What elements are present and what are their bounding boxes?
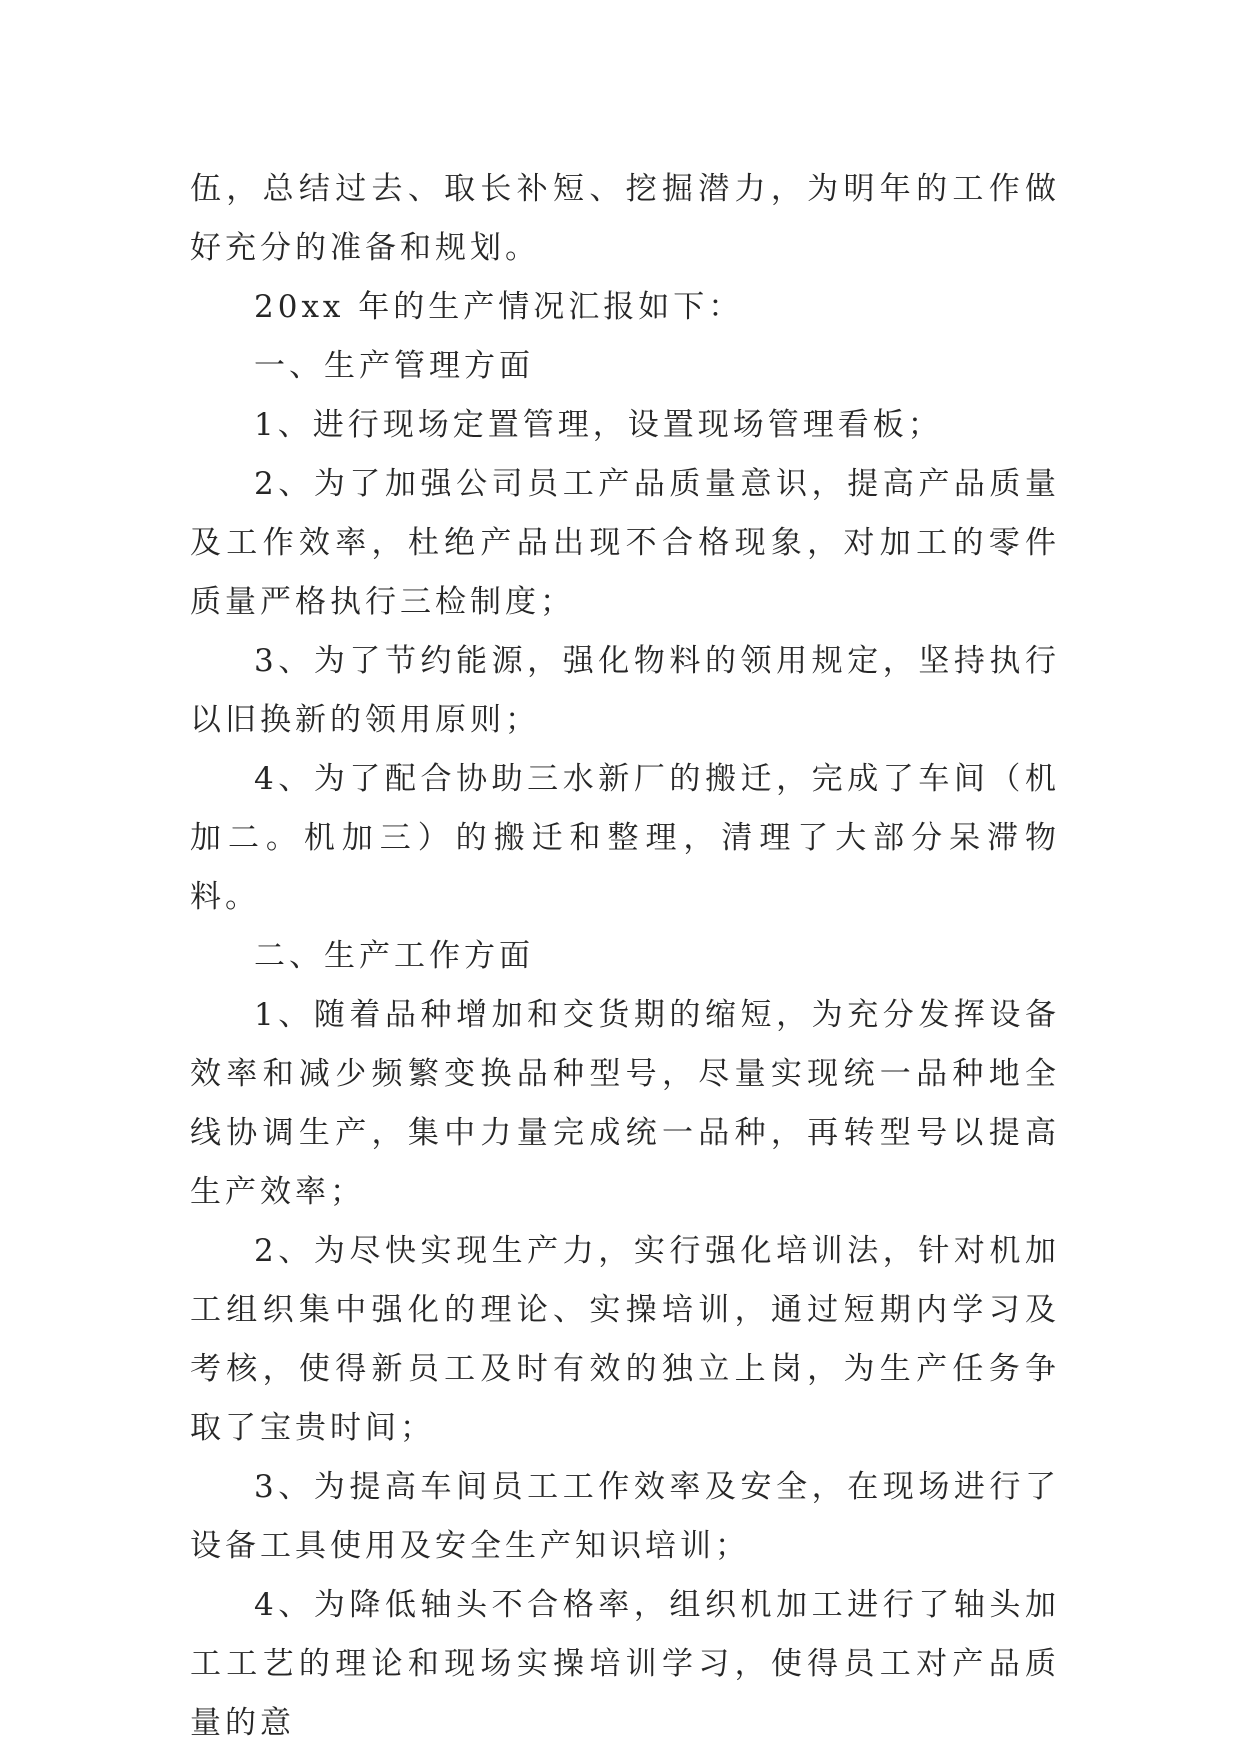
list-item: 2、为尽快实现生产力，实行强化培训法，针对机加工组织集中强化的理论、实操培训，通过短期内学习及考核，使得新员工及时有效的独立上岗，为生产任务争取了宝贵时间； xyxy=(190,1233,1060,1446)
section-heading-production-work: 二、生产工作方面 xyxy=(254,938,534,974)
paragraph-intro: 20xx 年的生产情况汇报如下： xyxy=(254,289,744,325)
list-item: 3、为提高车间员工工作效率及安全，在现场进行了设备工具使用及安全生产知识培训； xyxy=(190,1469,1060,1564)
list-item: 1、随着品种增加和交货期的缩短，为充分发挥设备效率和减少频繁变换品种型号，尽量实现统一品种地全线协调生产，集中力量完成统一品种，再转型号以提高生产效率； xyxy=(190,997,1060,1210)
document-body xyxy=(190,160,1060,1753)
list-item: 4、为降低轴头不合格率，组织机加工进行了轴头加工工艺的理论和现场实操培训学习，使得员工对产品质量的意 xyxy=(190,1587,1060,1741)
section-heading-production-management: 一、生产管理方面 xyxy=(254,348,534,384)
paragraph-continuation: 伍，总结过去、取长补短、挖掘潜力，为明年的工作做好充分的准备和规划。 xyxy=(190,171,1060,266)
list-item: 3、为了节约能源，强化物料的领用规定，坚持执行以旧换新的领用原则； xyxy=(190,643,1060,738)
list-item: 2、为了加强公司员工产品质量意识，提高产品质量及工作效率，杜绝产品出现不合格现象，对加工的零件质量严格执行三检制度； xyxy=(190,466,1060,620)
list-item: 1、进行现场定置管理，设置现场管理看板； xyxy=(254,407,943,443)
list-item: 4、为了配合协助三水新厂的搬迁，完成了车间（机加二。机加三）的搬迁和整理，清理了大部分呆滞物料。 xyxy=(190,761,1060,915)
